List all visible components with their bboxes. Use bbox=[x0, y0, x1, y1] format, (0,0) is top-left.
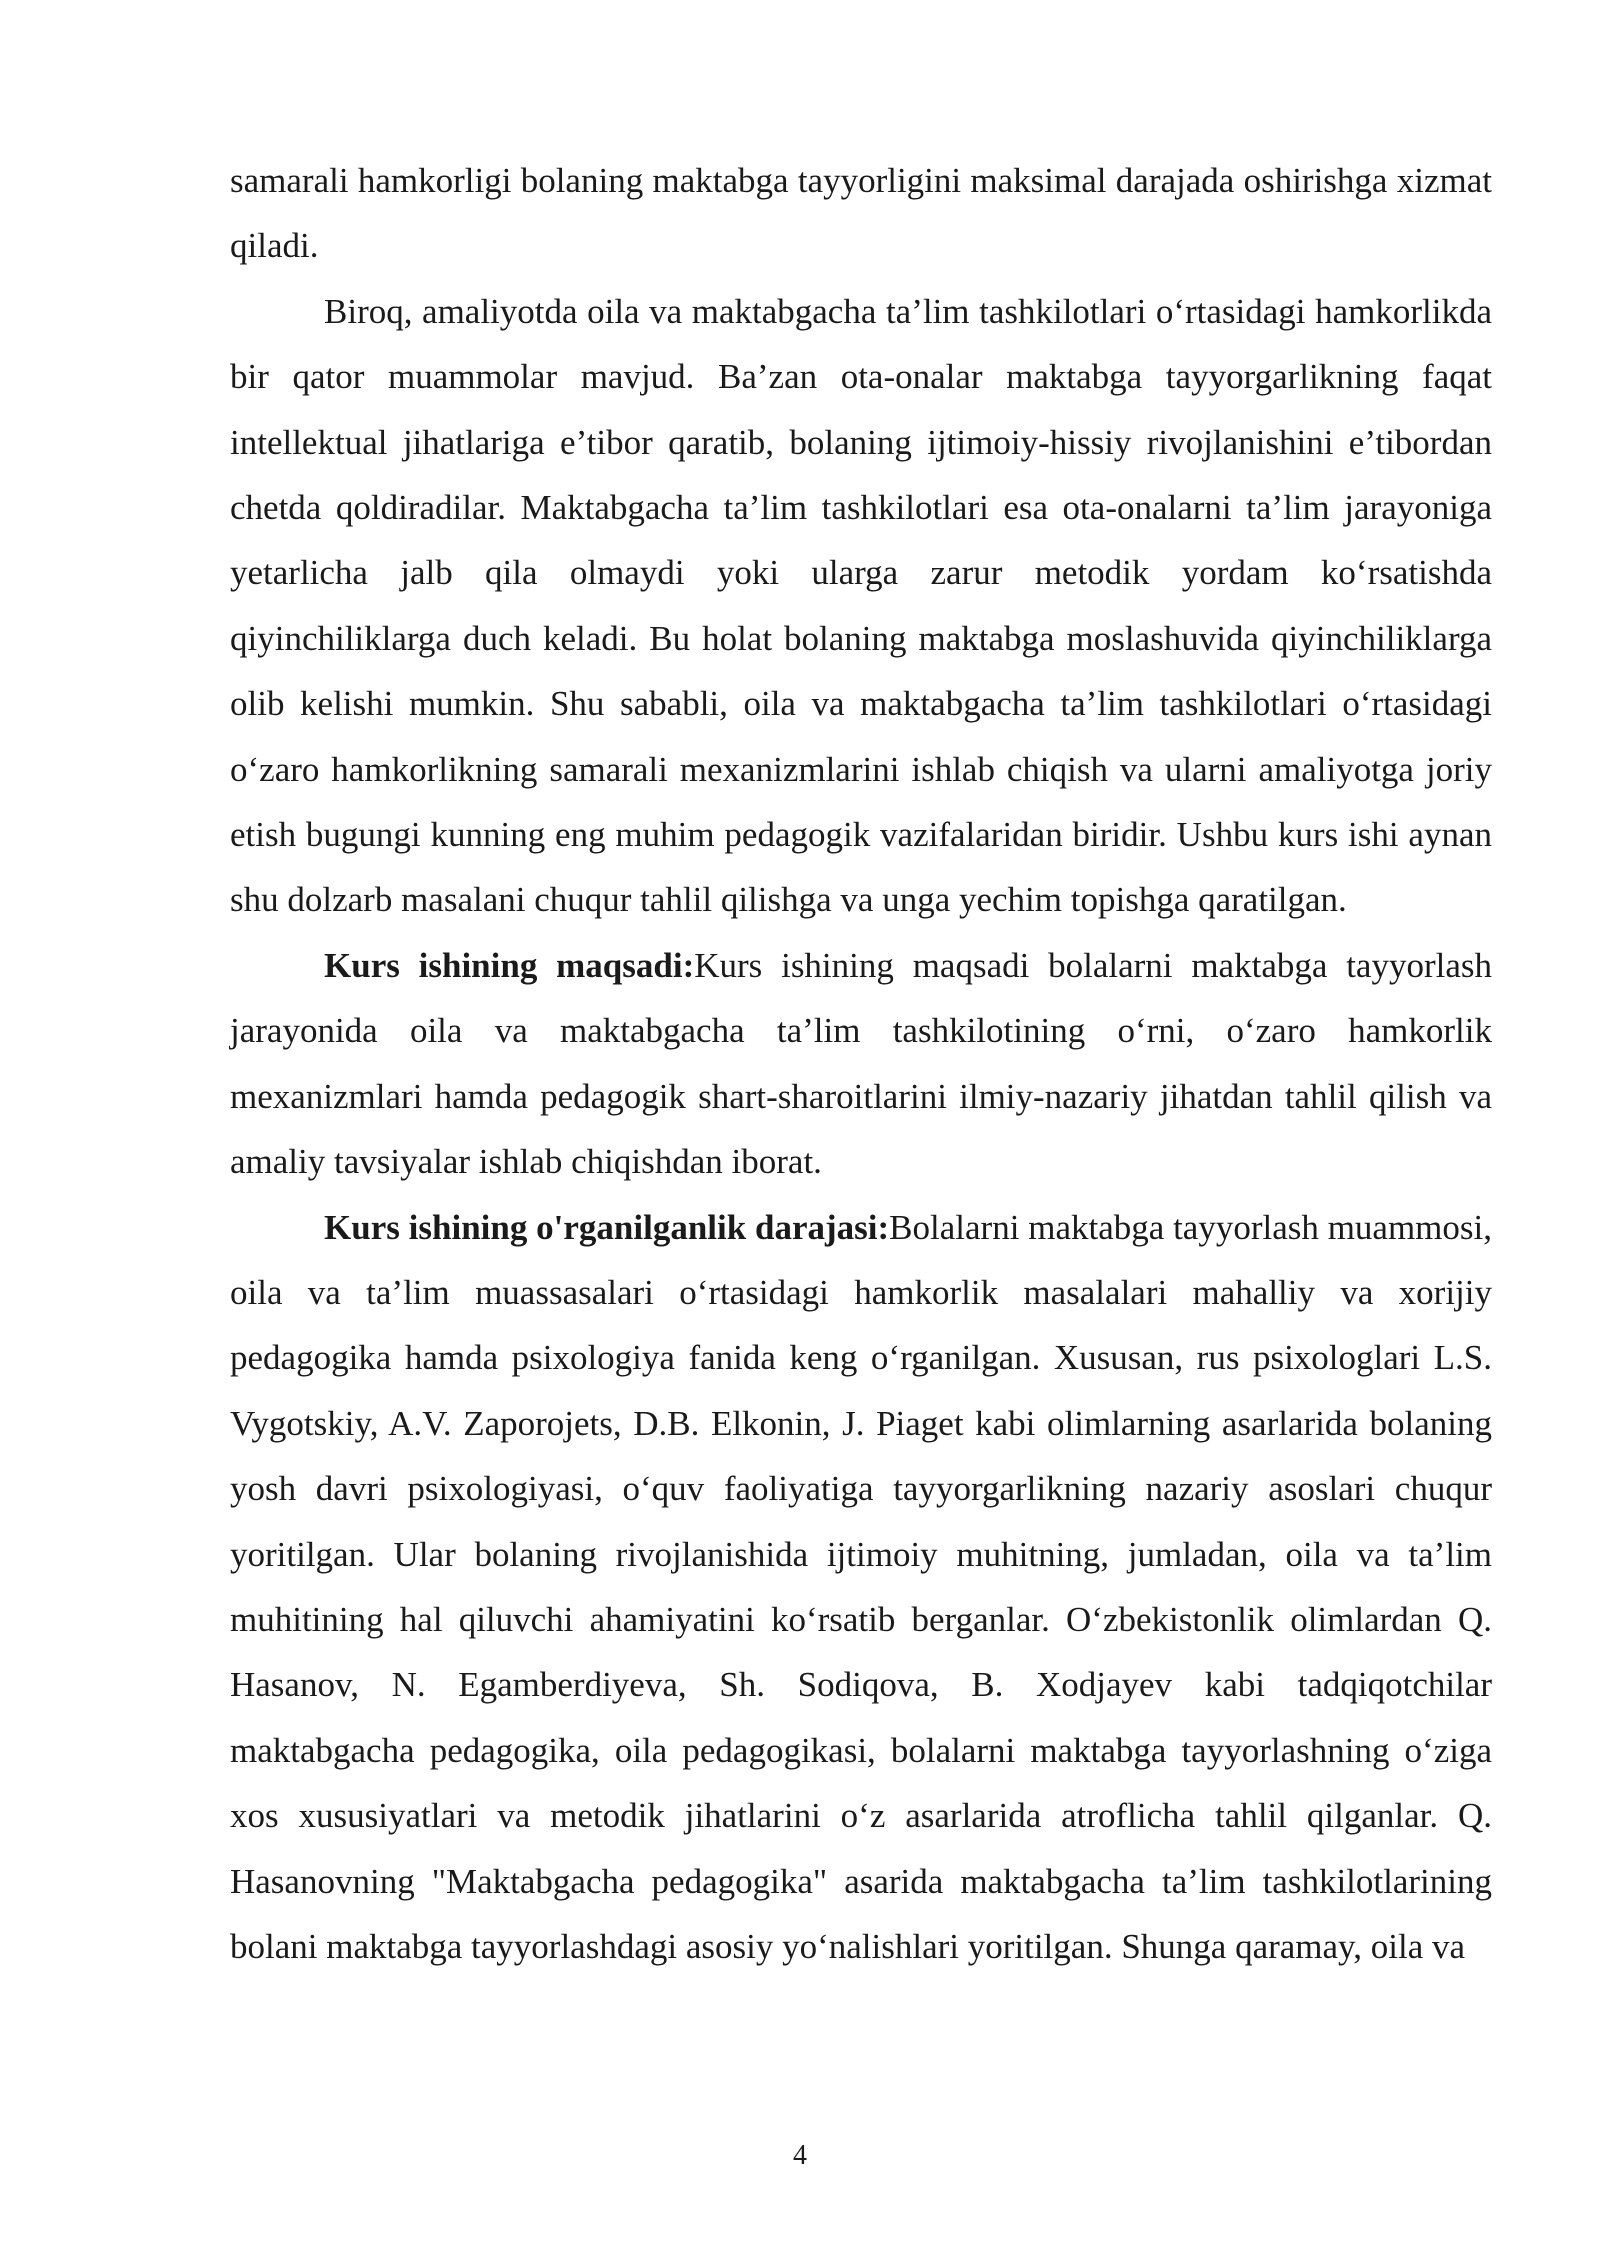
paragraph-text: Bolalarni maktabga tayyorlash muammosi, oila va ta’lim muassasalari o‘rtasidagi hamkorlik masalalari mahalliy va xorijiy pedagogika hamda psixologiya fanida keng o‘rganilgan. Xususan, rus psixologlari L.S. Vygotskiy, A.V. Zaporojets, D.B. Elkonin, J. Piaget kabi olimlarning asarlarida bolaning yosh davri psixologiyasi, o‘quv faoliyatiga tayyorgarlikning nazariy asoslari chuqur yoritilgan. Ular bolaning rivojlanishida ijtimoiy muhitning, jumladan, oila va ta’lim muhitining hal qiluvchi ahamiyatini ko‘rsatib berganlar. O‘zbekistonlik olimlardan Q. Hasanov, N. Egamberdiyeva, Sh. Sodiqova, B. Xodjayev kabi tadqiqotchilar maktabgacha pedagogika, oila pedagogikasi, bolalarni maktabga tayyorlashning o‘ziga xos xususiyatlari va metodik jihatlarini o‘z asarlarida atroflicha tahlil qilganlar. Q. Hasanovning "Maktabgacha pedagogika" asarida maktabgacha ta’lim tashkilotlarining bolani maktabga tayyorlashdagi asosiy yo‘nalishlari yoritilgan. Shunga qaramay, oila va bbox=[230, 1207, 1492, 1966]
paragraph-goal bbox=[230, 933, 1492, 1195]
paragraph-heading: Kurs ishining o'rganilganlik darajasi: bbox=[324, 1207, 890, 1247]
paragraph-problems bbox=[230, 279, 1492, 933]
paragraph-text: Kurs ishining maqsadi bolalarni maktabga tayyorlash jarayonida oila va maktabgacha ta’lim tashkilotining o‘rni, o‘zaro hamkorlik mexanizmlari hamda pedagogik shart-sharoitlarini ilmiy-nazariy jihatdan tahlil qilish va amaliy tavsiyalar ishlab chiqishdan iborat. bbox=[230, 945, 1492, 1182]
paragraph-text: Biroq, amaliyotda oila va maktabgacha ta’lim tashkilotlari o‘rtasidagi hamkorlikda bir qator muammolar mavjud. Ba’zan ota-onalar maktabga tayyorgarlikning faqat intellektual jihatlariga e’tibor qaratib, bolaning ijtimoiy-hissiy rivojlanishini e’tibordan chetda qoldiradilar. Maktabgacha ta’lim tashkilotlari esa ota-onalarni ta’lim jarayoniga yetarlicha jalb qila olmaydi yoki ularga zarur metodik yordam ko‘rsatishda qiyinchiliklarga duch keladi. Bu holat bolaning maktabga moslashuvida qiyinchiliklarga olib kelishi mumkin. Shu sababli, oila va maktabgacha ta’lim tashkilotlari o‘rtasidagi o‘zaro hamkorlikning samarali mexanizmlarini ishlab chiqish va ularni amaliyotga joriy etish bugungi kunning eng muhim pedagogik vazifalaridan biridir. Ushbu kurs ishi aynan shu dolzarb masalani chuqur tahlil qilishga va unga yechim topishga qaratilgan. bbox=[230, 291, 1492, 920]
paragraph-study-level bbox=[230, 1195, 1492, 1980]
paragraph-text: samarali hamkorligi bolaning maktabga tayyorligini maksimal darajada oshirishga xizmat qiladi. bbox=[230, 161, 1492, 266]
paragraph-continuation bbox=[230, 148, 1492, 279]
document-page bbox=[230, 148, 1492, 1979]
paragraph-heading: Kurs ishining maqsadi: bbox=[324, 945, 695, 985]
page-number: 4 bbox=[793, 2140, 807, 2171]
